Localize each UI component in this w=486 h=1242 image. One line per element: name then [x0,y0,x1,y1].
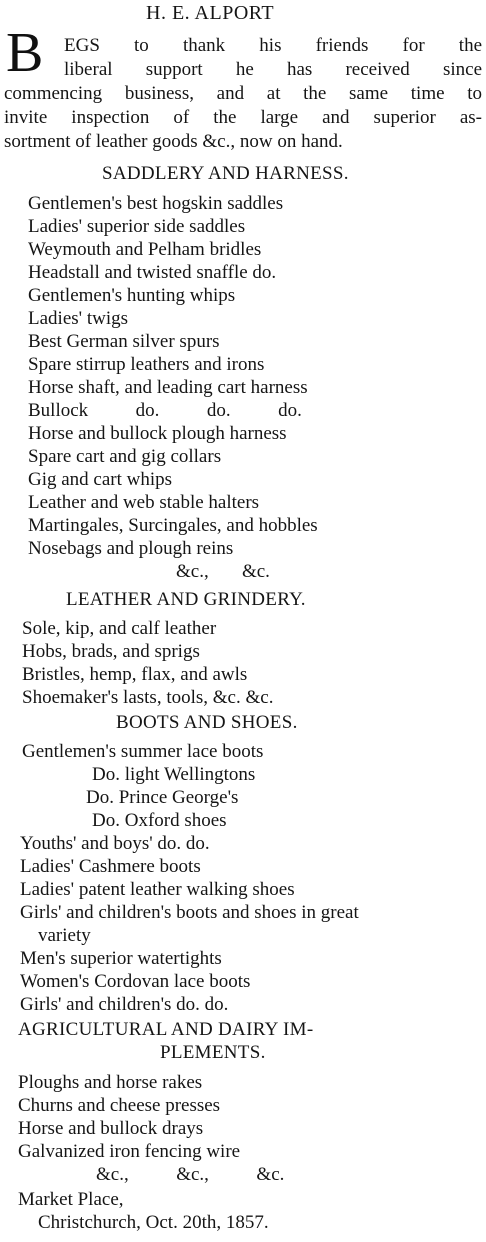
section-heading-boots: BOOTS AND SHOES. [116,712,298,733]
list-item: Leather and web stable halters [28,492,260,513]
list-item: &c., &c., &c. [96,1164,285,1185]
list-item: Spare stirrup leathers and irons [28,354,265,375]
list-item: Martingales, Surcingales, and hobbles [28,515,318,536]
list-item: Nosebags and plough reins [28,538,234,559]
list-item: Youths' and boys' do. do. [20,833,210,854]
advertiser-name: H. E. ALPORT [146,2,275,24]
list-item: Horse and bullock drays [18,1118,204,1139]
section-heading-leather: LEATHER AND GRINDERY. [66,589,306,610]
section-heading-saddlery: SADDLERY AND HARNESS. [102,163,349,184]
intro-line: invite inspection of the large and superior as- [4,107,482,128]
list-item: variety [38,925,91,946]
list-item: Galvanized iron fencing wire [18,1141,241,1162]
list-item: Best German silver spurs [28,331,220,352]
list-item: Ladies' Cashmere boots [20,856,201,877]
list-item: Ladies' superior side saddles [28,216,246,237]
list-item: Headstall and twisted snaffle do. [28,262,277,283]
list-item: Ladies' patent leather walking shoes [20,879,295,900]
list-item: Do. Oxford shoes [92,810,227,831]
footer-date: Christchurch, Oct. 20th, 1857. [38,1212,269,1233]
drop-cap: B [6,22,44,84]
list-item: Spare cart and gig collars [28,446,222,467]
footer-place: Market Place, [18,1189,124,1210]
list-item: Men's superior watertights [20,948,222,969]
list-item: Girls' and children's boots and shoes in great [20,902,359,923]
list-item: Gentlemen's summer lace boots [22,741,264,762]
list-item: Horse shaft, and leading cart harness [28,377,308,398]
list-item: Hobs, brads, and sprigs [22,641,200,662]
list-item: Bullock do. do. do. [28,400,302,421]
list-item: Women's Cordovan lace boots [20,971,251,992]
list-item: Weymouth and Pelham bridles [28,239,262,260]
list-item: Shoemaker's lasts, tools, &c. &c. [22,687,274,708]
list-item: Bristles, hemp, flax, and awls [22,664,248,685]
list-item: Churns and cheese presses [18,1095,221,1116]
list-item: Sole, kip, and calf leather [22,618,217,639]
intro-line: liberal support he has received since [64,59,482,80]
list-item: Gentlemen's hunting whips [28,285,236,306]
intro-line: EGS to thank his friends for the [64,35,482,56]
section-heading-agricultural: AGRICULTURAL AND DAIRY IM- [18,1019,314,1040]
intro-line: sortment of leather goods &c., now on hand. [4,131,343,152]
list-item: Gentlemen's best hogskin saddles [28,193,284,214]
list-item: Girls' and children's do. do. [20,994,229,1015]
list-item: Do. light Wellingtons [92,764,256,785]
list-item: Ladies' twigs [28,308,128,329]
intro-line: commencing business, and at the same time to [4,83,482,104]
list-item: &c., &c. [176,561,270,582]
list-item: Do. Prince George's [86,787,239,808]
list-item: Ploughs and horse rakes [18,1072,203,1093]
section-heading-agricultural-cont: PLEMENTS. [160,1042,266,1063]
list-item: Gig and cart whips [28,469,173,490]
list-item: Horse and bullock plough harness [28,423,287,444]
